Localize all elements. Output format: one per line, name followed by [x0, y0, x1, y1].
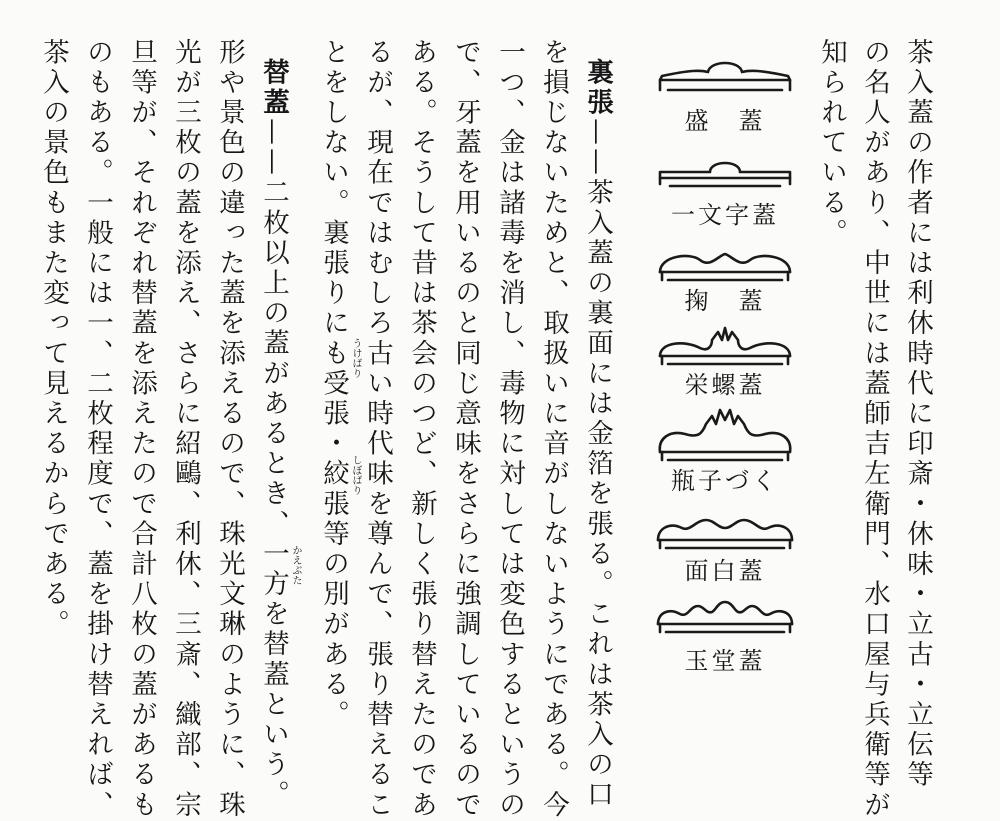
lid-label-morifuta: 盛 蓋 [684, 107, 766, 135]
omoshiro-lid-shape [658, 520, 792, 548]
lid-label-ichimonji: 一文字蓋 [671, 201, 779, 229]
morifuta-lid-shape [660, 63, 790, 90]
text-column: で、牙蓋を用いるのと同じ意味をさらに強調しているので [450, 38, 481, 821]
text-column: を損じないためと、取扱いに音がしないようにである。今 [538, 38, 569, 821]
text-column: 形や景色の違った蓋を添えるので、珠光文琳のように、珠 [214, 38, 245, 821]
text-column: 一つ、金は諸毒を消し、毒物に対しては変色するというの [494, 38, 525, 821]
text-column: 茶入蓋の作者には利休時代に印斎・休味・立古・立伝等 [902, 38, 933, 791]
furigana-kaebuta: かえぶた [290, 545, 301, 585]
ichimonji-lid-shape [660, 163, 790, 186]
text-column: 茶入の景色もまた変って見えるからである。 [38, 38, 69, 640]
kaebuta-heading: 替蓋 [258, 58, 289, 119]
sazae-lid-shape [660, 328, 790, 364]
text-column: 旦等が、それぞれ替蓋を添えたので合計八枚の蓋があるも [126, 38, 157, 821]
text-column: ある。そうして昔は茶会のつど、新しく張り替えたのであ [406, 38, 437, 821]
heishizuku-lid-shape [660, 410, 790, 460]
urabari-last-text-c: 等の別がある。 [318, 519, 349, 731]
kikufuta-lid-shape [660, 254, 790, 280]
text-column: のもある。一般には一、二枚程度で、蓋を掛け替えれば、 [82, 38, 113, 821]
kaebuta-text: ——二枚以上の蓋があるとき、一方を替蓋 [258, 118, 289, 691]
urabari-text: ——茶入蓋の裏面には金箔を張る。これは茶入の口 [582, 118, 613, 811]
urabari-heading: 裏張 [582, 58, 613, 119]
text-column: 知られている。 [816, 38, 847, 249]
text-column: 光が三枚の蓋を添え、さらに紹鷗、利休、三斎、織部、宗 [170, 38, 201, 821]
lid-illustrations [640, 50, 810, 690]
kaebuta-text-b: という。 [258, 690, 289, 811]
furigana-uke: うけばり [350, 338, 361, 378]
text-column: の名人があり、中世には蓋師吉左衛門、水口屋与兵衛等が [859, 38, 890, 821]
furigana-shibori: しぼばり [350, 455, 361, 495]
lid-label-kikufuta: 掬 蓋 [684, 287, 766, 315]
gyokudo-lid-shape [658, 602, 792, 632]
urabari-column [582, 58, 612, 811]
lid-label-omoshiro: 面白蓋 [684, 557, 766, 585]
urabari-last-text-b: ・絞張 [318, 429, 349, 520]
kaebuta-column [258, 58, 288, 811]
lid-shapes-figure [640, 50, 810, 690]
text-column [318, 38, 348, 730]
lid-label-heishizuku: 瓶子づく [671, 467, 779, 495]
text-column: るが、現在ではむしろ古い時代味を尊んで、張り替えるこ [362, 38, 393, 821]
urabari-last-text: とをしない。裏張りにも受張 [318, 38, 349, 430]
lid-label-gyokudo: 玉堂蓋 [684, 647, 766, 675]
lid-label-sazae: 栄螺蓋 [684, 371, 766, 399]
